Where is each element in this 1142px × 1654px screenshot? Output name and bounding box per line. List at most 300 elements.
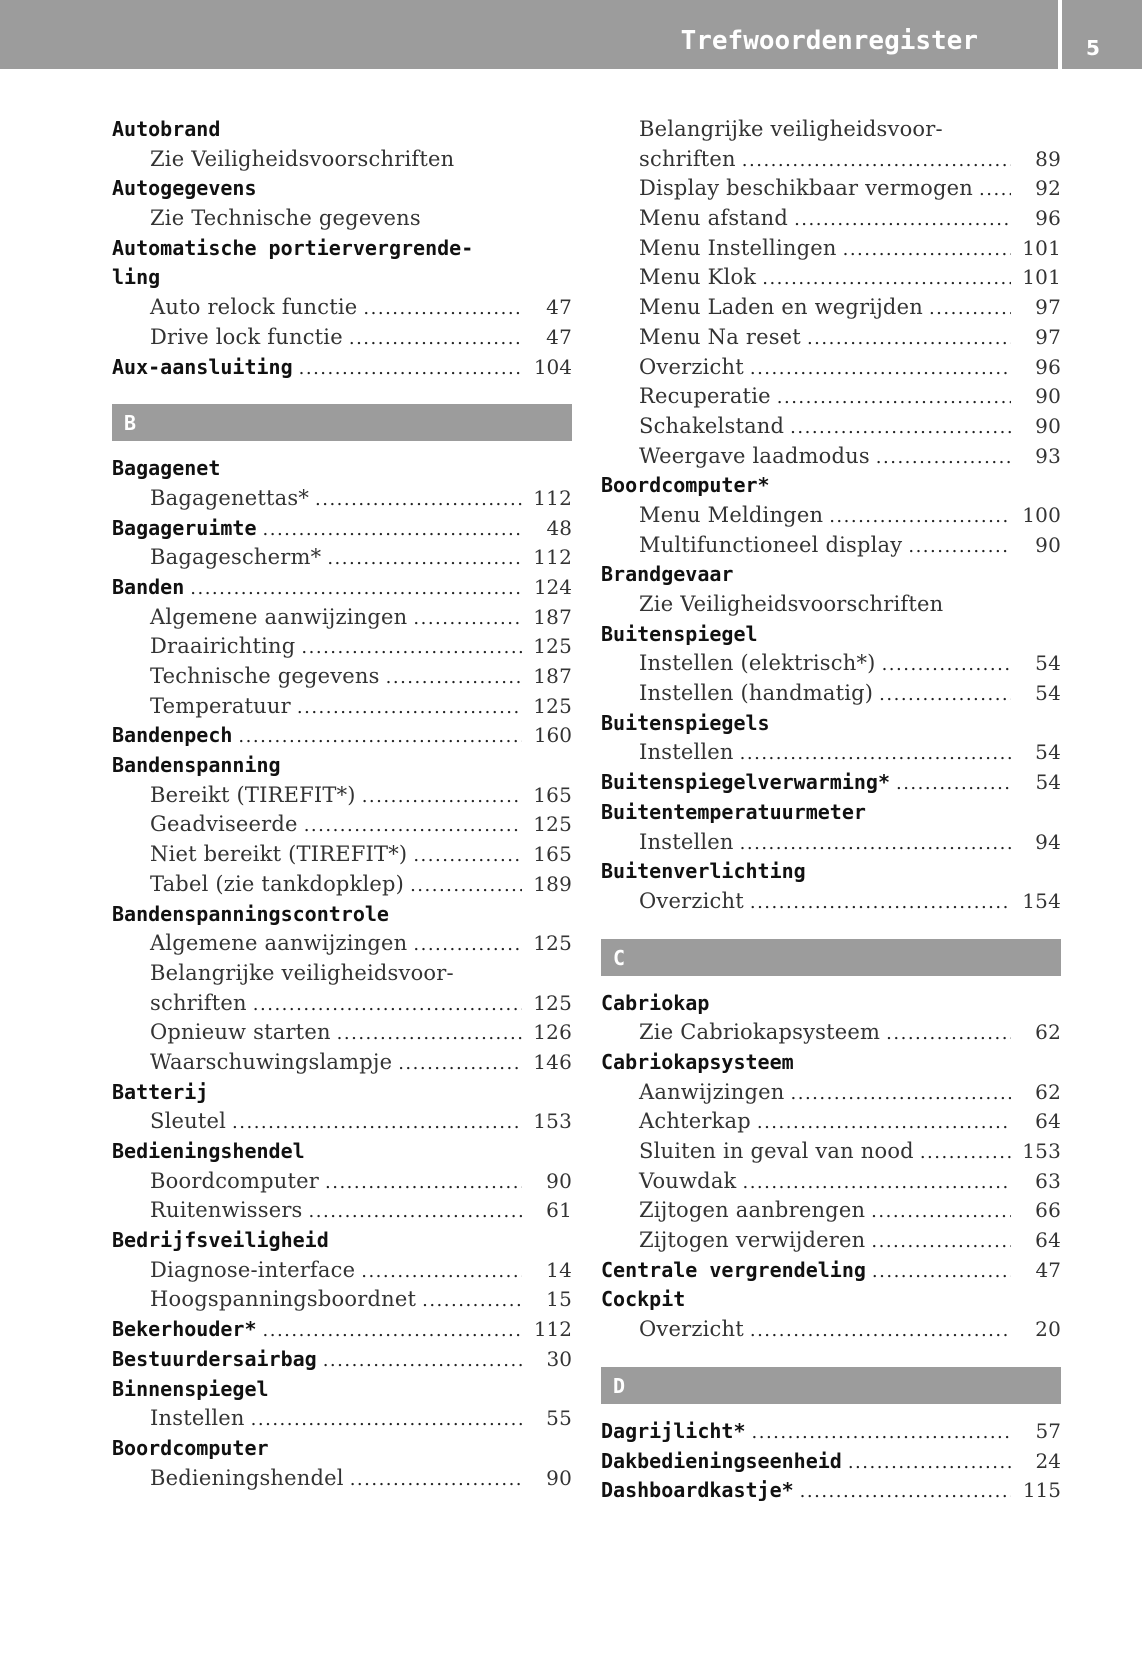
entry-label: schriften bbox=[150, 990, 247, 1015]
entry-label: Buitenspiegel bbox=[601, 621, 758, 646]
index-group bbox=[601, 1417, 1061, 1506]
index-subentry bbox=[601, 531, 1061, 561]
entry-page-number: 64 bbox=[1035, 1109, 1061, 1134]
entry-label: Multifunctioneel display bbox=[639, 532, 903, 557]
entry-label: Tabel (zie tankdopklep) bbox=[150, 871, 405, 896]
entry-page-number: 97 bbox=[1035, 295, 1061, 320]
entry-label: Cabriokapsysteem bbox=[601, 1049, 794, 1074]
dot-leader bbox=[848, 1448, 1011, 1478]
entry-page-number: 125 bbox=[533, 990, 572, 1015]
index-entry bbox=[112, 573, 572, 603]
index-subentry bbox=[112, 1018, 572, 1048]
index-subentry bbox=[112, 1048, 572, 1078]
letter-heading-c bbox=[601, 939, 1061, 976]
index-subentry bbox=[601, 738, 1061, 768]
entry-page-number: 90 bbox=[1035, 413, 1061, 438]
index-entry bbox=[112, 454, 572, 484]
entry-label: Instellen bbox=[150, 1406, 245, 1431]
index-subentry bbox=[112, 929, 572, 959]
index-subentry bbox=[601, 442, 1061, 472]
dot-leader bbox=[742, 146, 1011, 176]
index-subentry bbox=[601, 1196, 1061, 1226]
dot-leader bbox=[790, 413, 1011, 443]
dot-leader bbox=[410, 871, 522, 901]
index-subentry bbox=[112, 840, 572, 870]
entry-page-number: 64 bbox=[1035, 1228, 1061, 1253]
entry-page-number: 154 bbox=[1022, 888, 1061, 913]
entry-label: Menu Klok bbox=[639, 265, 757, 290]
dot-leader bbox=[263, 1316, 523, 1346]
entry-page-number: 94 bbox=[1035, 829, 1061, 854]
entry-page-number: 54 bbox=[1035, 681, 1061, 706]
entry-label: Bagageruimte bbox=[112, 515, 257, 540]
header-divider bbox=[1058, 0, 1062, 69]
index-entry bbox=[112, 1434, 572, 1464]
entry-label: Menu Instellingen bbox=[639, 235, 837, 260]
index-entry bbox=[601, 709, 1061, 739]
index-subentry bbox=[601, 353, 1061, 383]
index-entry bbox=[112, 263, 572, 293]
entry-page-number: 55 bbox=[546, 1406, 572, 1431]
dot-leader bbox=[896, 769, 1011, 799]
dot-leader bbox=[251, 1405, 522, 1435]
entry-page-number: 47 bbox=[546, 324, 572, 349]
entry-label: Zie Veiligheidsvoorschriften bbox=[150, 146, 455, 171]
entry-page-number: 112 bbox=[533, 485, 572, 510]
dot-leader bbox=[757, 1108, 1011, 1138]
index-entry bbox=[601, 798, 1061, 828]
entry-page-number: 112 bbox=[533, 1317, 572, 1342]
entry-label: Menu Laden en wegrijden bbox=[639, 295, 923, 320]
entry-label: ling bbox=[112, 265, 161, 290]
index-subentry bbox=[112, 692, 572, 722]
index-entry bbox=[112, 751, 572, 781]
dot-leader bbox=[762, 264, 1011, 294]
entry-page-number: 90 bbox=[546, 1168, 572, 1193]
entry-label: Bereikt (TIREFIT*) bbox=[150, 782, 356, 807]
entry-label: Overzicht bbox=[639, 354, 744, 379]
dot-leader bbox=[750, 1316, 1011, 1346]
page-header bbox=[0, 0, 1142, 69]
dot-leader bbox=[413, 604, 522, 634]
entry-page-number: 66 bbox=[1035, 1198, 1061, 1223]
entry-page-number: 125 bbox=[533, 931, 572, 956]
dot-leader bbox=[299, 354, 522, 384]
dot-leader bbox=[843, 235, 1011, 265]
dot-leader bbox=[871, 1227, 1011, 1257]
entry-page-number: 96 bbox=[1035, 206, 1061, 231]
index-entry bbox=[601, 1285, 1061, 1315]
index-subentry bbox=[112, 1256, 572, 1286]
entry-label: Boordcomputer bbox=[112, 1435, 269, 1460]
entry-page-number: 189 bbox=[533, 871, 572, 896]
entry-page-number: 62 bbox=[1035, 1020, 1061, 1045]
index-entry bbox=[601, 1048, 1061, 1078]
entry-label: Recuperatie bbox=[639, 384, 771, 409]
index-subentry bbox=[601, 1078, 1061, 1108]
entry-page-number: 97 bbox=[1035, 324, 1061, 349]
dot-leader bbox=[920, 1138, 1011, 1168]
index-subentry bbox=[112, 959, 572, 989]
entry-label: Draairichting bbox=[150, 634, 296, 659]
dot-leader bbox=[876, 443, 1011, 473]
entry-label: Zie Technische gegevens bbox=[150, 206, 421, 231]
dot-leader bbox=[337, 1019, 522, 1049]
entry-label: Bagagenettas* bbox=[150, 485, 310, 510]
index-entry bbox=[601, 857, 1061, 887]
entry-label: Binnenspiegel bbox=[112, 1376, 269, 1401]
index-subentry bbox=[601, 1137, 1061, 1167]
index-subentry bbox=[601, 1167, 1061, 1197]
index-entry bbox=[112, 1375, 572, 1405]
entry-label: Autogegevens bbox=[112, 176, 257, 201]
entry-page-number: 165 bbox=[533, 782, 572, 807]
entry-label: Dashboardkastje* bbox=[601, 1478, 794, 1503]
dot-leader bbox=[350, 1465, 522, 1495]
entry-label: Cockpit bbox=[601, 1287, 686, 1312]
index-subentry bbox=[112, 293, 572, 323]
entry-page-number: 20 bbox=[1035, 1317, 1061, 1342]
index-subentry bbox=[112, 1464, 572, 1494]
dot-leader bbox=[829, 502, 1011, 532]
index-entry bbox=[112, 1226, 572, 1256]
index-entry bbox=[601, 1447, 1061, 1477]
entry-page-number: 125 bbox=[533, 693, 572, 718]
entry-label: Sluiten in geval van nood bbox=[639, 1139, 914, 1163]
index-subentry bbox=[112, 781, 572, 811]
entry-label: Diagnose-interface bbox=[150, 1257, 356, 1282]
index-subentry bbox=[112, 870, 572, 900]
index-entry bbox=[112, 721, 572, 751]
dot-leader bbox=[422, 1286, 522, 1316]
entry-page-number: 146 bbox=[533, 1049, 572, 1074]
entry-label: Zie Cabriokapsysteem bbox=[639, 1020, 881, 1045]
entry-label: Bagagenet bbox=[112, 456, 221, 481]
page-number: 5 bbox=[1086, 36, 1100, 60]
index-subentry bbox=[601, 412, 1061, 442]
dot-leader bbox=[794, 205, 1011, 235]
dot-leader bbox=[979, 175, 1011, 205]
dot-leader bbox=[740, 829, 1011, 859]
entry-page-number: 101 bbox=[1022, 265, 1061, 290]
entry-page-number: 57 bbox=[1035, 1418, 1061, 1443]
entry-label: Niet bereikt (TIREFIT*) bbox=[150, 842, 408, 867]
entry-page-number: 54 bbox=[1035, 770, 1061, 795]
entry-label: Bagagescherm* bbox=[150, 545, 322, 570]
index-subentry bbox=[112, 1167, 572, 1197]
entry-label: Dakbedieningseenheid bbox=[601, 1448, 842, 1473]
dot-leader bbox=[791, 1079, 1011, 1109]
dot-leader bbox=[363, 294, 522, 324]
entry-label: Algemene aanwijzingen bbox=[150, 931, 408, 956]
entry-label: Instellen (handmatig) bbox=[639, 681, 874, 706]
entry-page-number: 100 bbox=[1022, 502, 1061, 527]
index-subentry bbox=[601, 649, 1061, 679]
entry-page-number: 112 bbox=[533, 545, 572, 570]
index-entry bbox=[112, 900, 572, 930]
entry-label: Schakelstand bbox=[639, 413, 785, 438]
dot-leader bbox=[777, 383, 1011, 413]
entry-label: Zie Veiligheidsvoorschriften bbox=[639, 592, 944, 616]
dot-leader bbox=[750, 888, 1011, 918]
entry-page-number: 125 bbox=[533, 812, 572, 837]
dot-leader bbox=[800, 1477, 1011, 1507]
dot-leader bbox=[301, 633, 522, 663]
dot-leader bbox=[740, 739, 1011, 769]
section-title: Trefwoordenregister bbox=[680, 26, 978, 56]
entry-label: schriften bbox=[639, 146, 736, 171]
entry-page-number: 54 bbox=[1035, 651, 1061, 676]
index-entry bbox=[601, 560, 1061, 590]
dot-leader bbox=[304, 811, 522, 841]
dot-leader bbox=[886, 1019, 1011, 1049]
entry-label: Belangrijke veiligheidsvoor- bbox=[639, 117, 943, 141]
index-subentry bbox=[601, 1226, 1061, 1256]
index-subentry bbox=[601, 679, 1061, 709]
index-entry bbox=[601, 471, 1061, 501]
entry-label: Weergave laadmodus bbox=[639, 443, 870, 468]
index-subentry bbox=[601, 887, 1061, 917]
entry-label: Instellen (elektrisch*) bbox=[639, 651, 876, 676]
index-subentry bbox=[112, 603, 572, 633]
dot-leader bbox=[386, 663, 522, 693]
index-entry bbox=[601, 620, 1061, 650]
index-subentry bbox=[112, 323, 572, 353]
entry-page-number: 160 bbox=[533, 723, 572, 748]
index-subentry bbox=[112, 662, 572, 692]
dot-leader bbox=[263, 515, 523, 545]
index-subentry bbox=[112, 204, 572, 234]
entry-page-number: 165 bbox=[533, 842, 572, 867]
entry-label: Sleutel bbox=[150, 1109, 227, 1134]
index-subentry bbox=[601, 828, 1061, 858]
entry-page-number: 54 bbox=[1035, 740, 1061, 765]
entry-page-number: 48 bbox=[546, 515, 572, 540]
entry-page-number: 101 bbox=[1022, 235, 1061, 260]
entry-label: Algemene aanwijzingen bbox=[150, 604, 408, 629]
entry-label: Bedrijfsveiligheid bbox=[112, 1228, 329, 1253]
entry-label: Bandenspanningscontrole bbox=[112, 901, 389, 926]
index-entry bbox=[112, 174, 572, 204]
dot-leader bbox=[232, 1108, 522, 1138]
index-subentry bbox=[112, 1285, 572, 1315]
dot-leader bbox=[742, 1168, 1011, 1198]
letter-heading-b bbox=[112, 404, 572, 441]
dot-leader bbox=[750, 354, 1011, 384]
index-subentry bbox=[601, 234, 1061, 264]
entry-page-number: 90 bbox=[1035, 384, 1061, 409]
index-group bbox=[112, 454, 572, 1493]
entry-label: Drive lock functie bbox=[150, 324, 343, 349]
dot-leader bbox=[361, 1257, 522, 1287]
entry-page-number: 104 bbox=[533, 354, 572, 379]
index-subentry bbox=[601, 145, 1061, 175]
index-column-left bbox=[112, 115, 572, 1493]
entry-label: Banden bbox=[112, 574, 185, 599]
entry-label: Overzicht bbox=[639, 1317, 744, 1342]
index-subentry bbox=[112, 989, 572, 1019]
index-group bbox=[112, 115, 572, 382]
dot-leader bbox=[413, 841, 522, 871]
dot-leader bbox=[309, 1197, 522, 1227]
index-entry bbox=[112, 1315, 572, 1345]
entry-label: Geadviseerde bbox=[150, 812, 298, 837]
entry-label: Auto relock functie bbox=[150, 295, 358, 320]
dot-leader bbox=[413, 930, 522, 960]
entry-page-number: 63 bbox=[1035, 1168, 1061, 1193]
entry-page-number: 62 bbox=[1035, 1079, 1061, 1104]
index-entry bbox=[601, 989, 1061, 1019]
entry-page-number: 47 bbox=[546, 295, 572, 320]
dot-leader bbox=[752, 1418, 1012, 1448]
entry-page-number: 15 bbox=[546, 1287, 572, 1312]
entry-page-number: 90 bbox=[546, 1465, 572, 1490]
entry-page-number: 153 bbox=[533, 1109, 572, 1134]
index-subentry bbox=[601, 1107, 1061, 1137]
entry-label: Bandenspanning bbox=[112, 753, 281, 778]
index-entry bbox=[112, 353, 572, 383]
entry-page-number: 187 bbox=[533, 664, 572, 688]
index-entry bbox=[112, 1078, 572, 1108]
entry-page-number: 30 bbox=[546, 1346, 572, 1371]
entry-label: Automatische portiervergrende- bbox=[112, 235, 474, 260]
index-subentry bbox=[601, 174, 1061, 204]
letter-label: B bbox=[124, 411, 137, 436]
entry-label: Bekerhouder* bbox=[112, 1317, 257, 1342]
entry-label: Buitenspiegelverwarming* bbox=[601, 770, 890, 795]
index-subentry bbox=[601, 293, 1061, 323]
index-subentry bbox=[601, 323, 1061, 353]
dot-leader bbox=[882, 650, 1011, 680]
dot-leader bbox=[398, 1049, 522, 1079]
entry-label: Belangrijke veiligheidsvoor- bbox=[150, 960, 454, 985]
index-subentry bbox=[601, 1018, 1061, 1048]
index-subentry bbox=[601, 263, 1061, 293]
index-entry bbox=[601, 768, 1061, 798]
dot-leader bbox=[190, 574, 522, 604]
entry-label: Buitenverlichting bbox=[601, 859, 806, 884]
dot-leader bbox=[253, 990, 522, 1020]
entry-label: Opnieuw starten bbox=[150, 1020, 331, 1045]
dot-leader bbox=[315, 485, 522, 515]
index-subentry bbox=[601, 115, 1061, 145]
index-group bbox=[601, 989, 1061, 1345]
entry-label: Hoogspanningsboordnet bbox=[150, 1287, 417, 1312]
entry-label: Bestuurdersairbag bbox=[112, 1346, 317, 1371]
index-subentry bbox=[112, 1196, 572, 1226]
dot-leader bbox=[327, 544, 522, 574]
dot-leader bbox=[871, 1197, 1011, 1227]
entry-label: Vouwdak bbox=[639, 1168, 737, 1193]
entry-label: Centrale vergrendeling bbox=[601, 1257, 866, 1282]
dot-leader bbox=[879, 680, 1011, 710]
entry-label: Cabriokap bbox=[601, 990, 710, 1015]
dot-leader bbox=[297, 693, 522, 723]
entry-page-number: 89 bbox=[1035, 146, 1061, 171]
dot-leader bbox=[349, 324, 522, 354]
entry-label: Achterkap bbox=[639, 1109, 751, 1134]
entry-label: Aanwijzingen bbox=[639, 1079, 785, 1104]
index-entry bbox=[112, 115, 572, 145]
entry-label: Buitentemperatuurmeter bbox=[601, 799, 866, 824]
index-subentry bbox=[112, 543, 572, 573]
entry-page-number: 187 bbox=[533, 604, 572, 629]
entry-label: Bandenpech bbox=[112, 723, 233, 748]
dot-leader bbox=[807, 324, 1011, 354]
entry-label: Zijtogen verwijderen bbox=[639, 1228, 866, 1253]
entry-label: Bedieningshendel bbox=[112, 1139, 305, 1163]
entry-page-number: 24 bbox=[1035, 1448, 1061, 1473]
entry-label: Autobrand bbox=[112, 117, 221, 141]
letter-label: C bbox=[613, 945, 626, 970]
entry-label: Menu Meldingen bbox=[639, 502, 824, 527]
index-subentry bbox=[112, 484, 572, 514]
entry-label: Menu Na reset bbox=[639, 324, 801, 349]
entry-label: Technische gegevens bbox=[150, 664, 380, 688]
index-group bbox=[601, 115, 1061, 917]
index-entry bbox=[601, 1476, 1061, 1506]
index-subentry bbox=[601, 501, 1061, 531]
entry-label: Brandgevaar bbox=[601, 562, 734, 587]
index-entry bbox=[112, 1345, 572, 1375]
entry-label: Overzicht bbox=[639, 888, 744, 913]
letter-heading-d bbox=[601, 1367, 1061, 1404]
index-entry bbox=[601, 1256, 1061, 1286]
entry-label: Temperatuur bbox=[150, 693, 291, 718]
entry-label: Ruitenwissers bbox=[150, 1198, 303, 1223]
entry-page-number: 93 bbox=[1035, 443, 1061, 468]
entry-label: Display beschikbaar vermogen bbox=[639, 176, 974, 201]
entry-page-number: 153 bbox=[1022, 1139, 1061, 1163]
dot-leader bbox=[872, 1257, 1011, 1287]
entry-page-number: 92 bbox=[1035, 176, 1061, 201]
entry-label: Bedieningshendel bbox=[150, 1465, 344, 1490]
index-subentry bbox=[601, 1315, 1061, 1345]
entry-label: Dagrijlicht* bbox=[601, 1418, 746, 1443]
entry-page-number: 115 bbox=[1022, 1478, 1061, 1503]
entry-page-number: 47 bbox=[1035, 1257, 1061, 1282]
index-subentry bbox=[112, 810, 572, 840]
entry-page-number: 126 bbox=[533, 1020, 572, 1045]
index-entry bbox=[112, 234, 572, 264]
entry-page-number: 90 bbox=[1035, 532, 1061, 557]
dot-leader bbox=[323, 1346, 522, 1376]
index-entry bbox=[112, 1137, 572, 1167]
index-subentry bbox=[601, 590, 1061, 620]
entry-page-number: 124 bbox=[533, 574, 572, 599]
index-subentry bbox=[601, 382, 1061, 412]
dot-leader bbox=[325, 1168, 522, 1198]
letter-label: D bbox=[613, 1373, 626, 1398]
index-entry bbox=[601, 1417, 1061, 1447]
entry-page-number: 14 bbox=[546, 1257, 572, 1282]
entry-label: Zijtogen aanbrengen bbox=[639, 1198, 866, 1223]
entry-page-number: 125 bbox=[533, 634, 572, 659]
index-subentry bbox=[112, 632, 572, 662]
dot-leader bbox=[238, 722, 522, 752]
entry-label: Aux-aansluiting bbox=[112, 354, 293, 379]
entry-label: Batterij bbox=[112, 1079, 209, 1104]
index-subentry bbox=[112, 145, 572, 175]
index-entry bbox=[112, 514, 572, 544]
index-column-right bbox=[601, 115, 1061, 1506]
dot-leader bbox=[929, 294, 1011, 324]
index-subentry bbox=[112, 1107, 572, 1137]
dot-leader bbox=[362, 782, 522, 812]
entry-label: Instellen bbox=[639, 740, 734, 765]
index-subentry bbox=[601, 204, 1061, 234]
dot-leader bbox=[908, 532, 1011, 562]
